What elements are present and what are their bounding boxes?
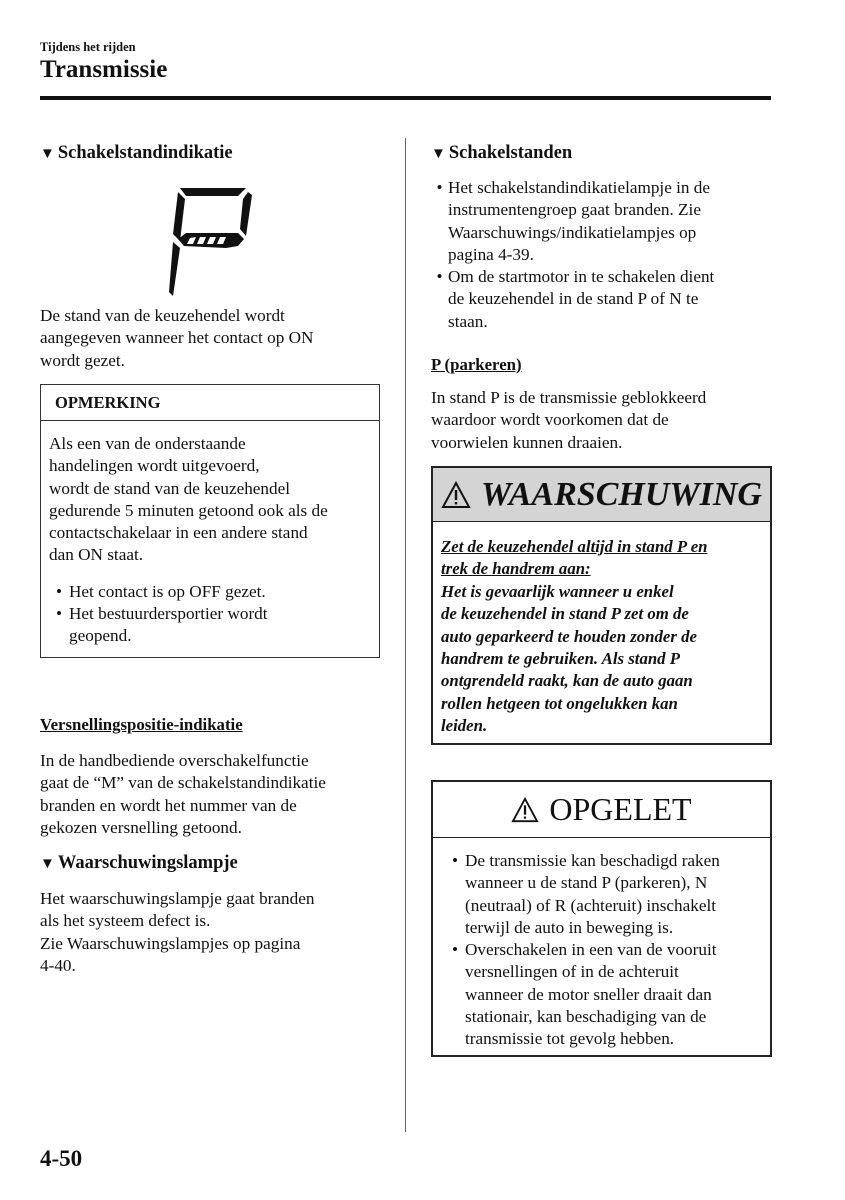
park-paragraph: In stand P is de transmissie geblokkeerd waardoor wordt voorkomen dat de voorwielen kunnen draaien. bbox=[431, 388, 707, 452]
warning-triangle-icon bbox=[441, 481, 471, 509]
subsection-heading-parkeren: P (parkeren) bbox=[431, 355, 522, 374]
bullet-icon: • bbox=[436, 267, 443, 287]
bullet-icon: • bbox=[55, 604, 63, 624]
shift-position-display-illustration bbox=[166, 186, 256, 300]
section-heading-schakelstandindikatie: ▼ Schakelstandindikatie bbox=[40, 143, 233, 163]
note-bullet-item: • Het bestuurdersportier wordt geopend. bbox=[49, 603, 371, 648]
triangle-down-icon: ▼ bbox=[431, 146, 446, 162]
page-title: Transmissie bbox=[40, 56, 168, 83]
warning-box bbox=[431, 466, 772, 745]
subsection-heading-versnellingspositie: Versnellingspositie-indikatie bbox=[40, 715, 243, 734]
caution-body bbox=[433, 838, 770, 1051]
header-rule bbox=[40, 96, 771, 100]
note-bullet-item: • Het contact is op OFF gezet. bbox=[49, 581, 371, 603]
page-number: 4-50 bbox=[40, 1146, 83, 1171]
breadcrumb: Tijdens het rijden bbox=[40, 40, 136, 54]
section-heading-schakelstanden: ▼ Schakelstanden bbox=[431, 143, 573, 163]
bullet-icon: • bbox=[451, 851, 459, 870]
intro-paragraph: De stand van de keuzehendel wordt aangegeven wanneer het contact op ON wordt gezet. bbox=[40, 306, 314, 370]
caution-box bbox=[431, 780, 772, 1057]
schakelstanden-list bbox=[431, 177, 776, 333]
p-segment-display-icon bbox=[166, 186, 256, 300]
warning-lamp-paragraph: Het waarschuwingslampje gaat branden als het systeem defect is. Zie Waarschuwingslampjes op pagina 4-40. bbox=[40, 889, 315, 975]
note-body: Als een van de onderstaande handelingen wordt uitgevoerd, wordt de stand van de keuzehendel gedurende 5 minuten getoond ook als de contactschakelaar in een andere stand dan ON staat. • Het contact is op OFF gezet. • Het bestuurdersportier wordt geopend. bbox=[41, 421, 379, 648]
bullet-icon: • bbox=[451, 940, 459, 960]
list-item: • Om de startmotor in te schakelen dient de keuzehendel in de stand P of N te staan. bbox=[431, 266, 776, 333]
warning-heading: WAARSCHUWING bbox=[433, 468, 770, 522]
list-item: • Het schakelstandindikatielampje in de instrumentengroep gaat branden. Zie Waarschuwings/indikatielampjes op pagina 4-39. bbox=[431, 177, 776, 266]
warning-triangle-icon bbox=[511, 797, 539, 823]
note-box bbox=[40, 384, 380, 658]
warning-body: Zet de keuzehendel altijd in stand P en trek de handrem aan: Het is gevaarlijk wanneer u enkel de keuzehendel in stand P zet om de auto geparkeerd te houden zonder de handrem te gebruiken. Als stand P ontgrendeld raakt, kan de auto gaan rollen hetgeen tot ongelukken kan leiden. bbox=[441, 537, 708, 736]
caution-bullet-item: • De transmissie kan beschadigd raken wanneer u de stand P (parkeren), N (neutraal) of R (achteruit) inschakelt terwijl de auto in beweging is. bbox=[445, 850, 762, 939]
triangle-down-icon: ▼ bbox=[40, 856, 55, 872]
column-divider bbox=[405, 138, 406, 1132]
bullet-icon: • bbox=[55, 581, 63, 601]
section-heading-waarschuwingslampje: ▼ Waarschuwingslampje bbox=[40, 853, 238, 873]
triangle-down-icon: ▼ bbox=[40, 146, 55, 162]
note-heading: OPMERKING bbox=[41, 385, 379, 421]
caution-bullet-item: • Overschakelen in een van de vooruit versnellingen of in de achteruit wanneer de motor sneller draait dan stationair, kan beschadiging van de transmissie tot gevolg hebben. bbox=[445, 939, 762, 1050]
bullet-icon: • bbox=[436, 178, 443, 197]
subsection-paragraph: In de handbediende overschakelfunctie gaat de “M” van de schakelstandindikatie branden en wordt het nummer van de gekozen versnelling getoond. bbox=[40, 751, 326, 837]
caution-heading: OPGELET bbox=[433, 782, 770, 838]
